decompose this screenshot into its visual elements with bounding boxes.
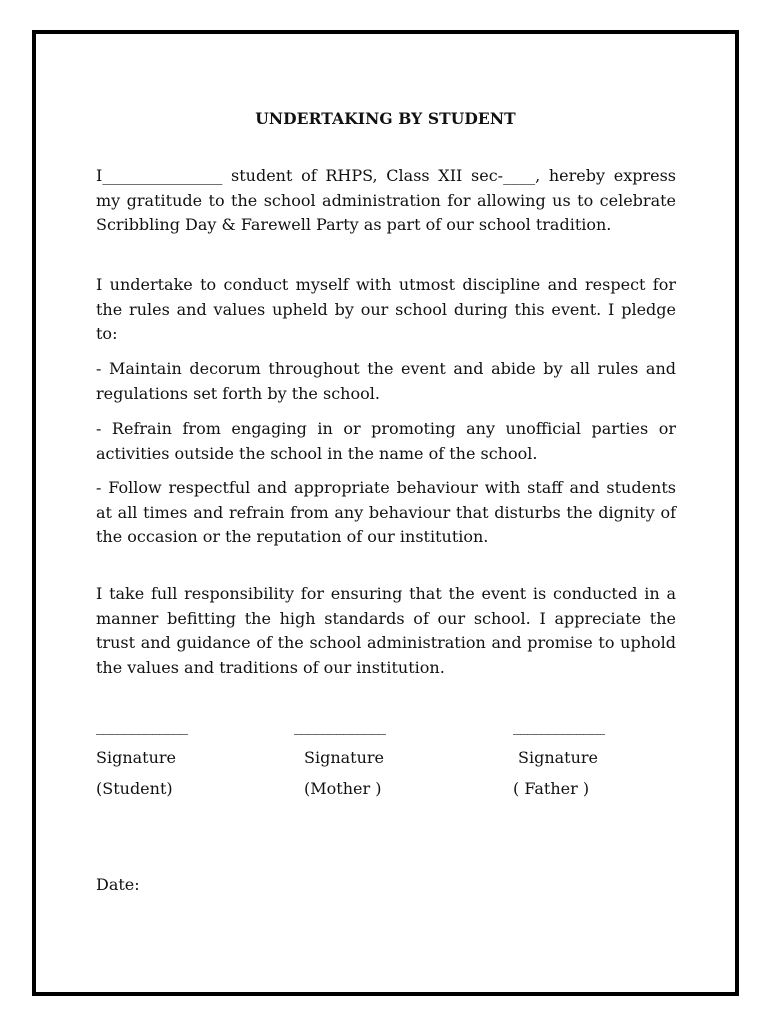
pledge-item (96, 476, 676, 550)
mother-signature-label: Signature (304, 748, 385, 767)
undertake-text: I undertake to conduct myself with utmost discipline and respect for the rules and values upheld by our school during this event. I pledge to: (96, 275, 676, 343)
document-title: UNDERTAKING BY STUDENT (255, 109, 516, 128)
father-role: ( Father ) (513, 779, 590, 798)
mother-signature-line: _____________ (294, 716, 385, 735)
pledge-decorum: - Maintain decorum throughout the event and abide by all rules and regulations set forth by the school. (96, 359, 676, 403)
responsibility-paragraph (96, 582, 676, 680)
responsibility-text: I take full responsibility for ensuring that the event is conducted in a manner befitting the high standards of our school. I appreciate the trust and guidance of the school administration and promise to uphold the values and traditions of our institution. (96, 584, 676, 677)
student-signature-label: Signature (96, 748, 177, 767)
father-signature-label: Signature (518, 748, 599, 767)
father-signature-line: _____________ (513, 716, 604, 735)
date-label: Date: (96, 875, 140, 894)
document-border (32, 30, 739, 996)
student-signature-line: _____________ (96, 716, 187, 735)
pledge-item (96, 417, 676, 466)
intro-text: I_______________ student of RHPS, Class XII sec-____, hereby express my gratitude to the school administration for allowing us to celebrate Scribbling Day & Farewell Party as part of our school tradition. (96, 166, 676, 234)
pledge-no-unofficial-parties: - Refrain from engaging in or promoting any unofficial parties or activities outside the school in the name of the school. (96, 419, 676, 463)
pledge-behaviour: - Follow respectful and appropriate behaviour with staff and students at all times and refrain from any behaviour that disturbs the dignity of the occasion or the reputation of our institution. (96, 478, 676, 546)
mother-role: (Mother ) (304, 779, 382, 798)
pledge-item (96, 357, 676, 406)
intro-paragraph (96, 164, 676, 238)
student-role: (Student) (96, 779, 173, 798)
undertake-paragraph (96, 273, 676, 347)
